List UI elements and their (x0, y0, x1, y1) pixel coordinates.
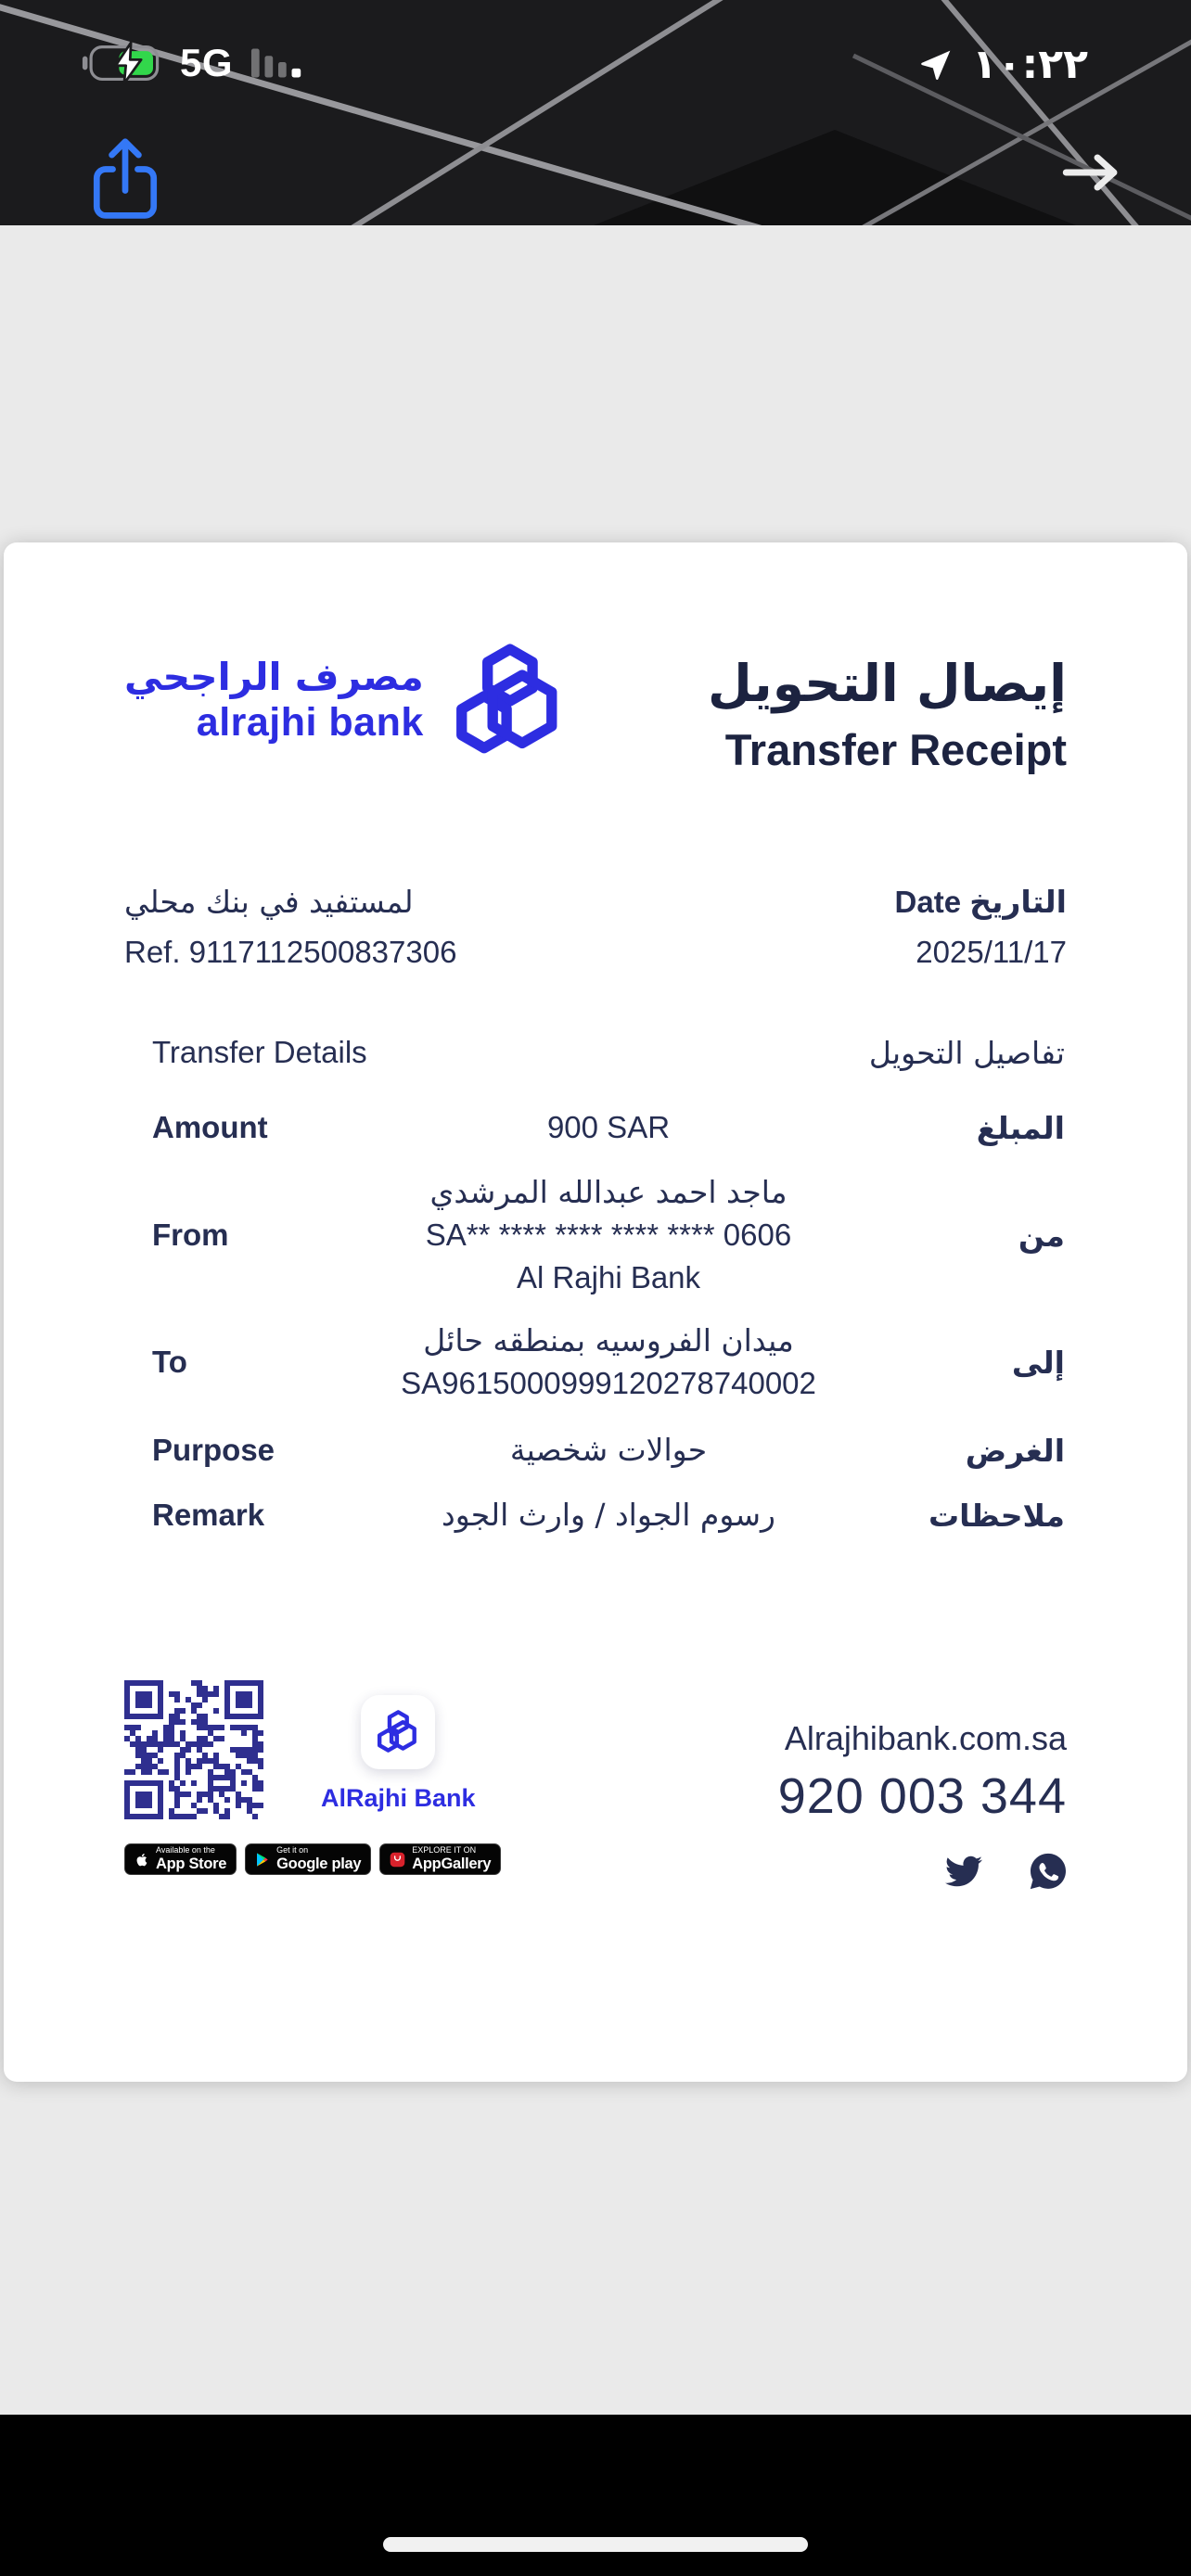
clock-time: ١٠:٢٢ (971, 41, 1088, 88)
receipt-title (708, 654, 1067, 775)
share-icon (85, 135, 165, 224)
apple-logo-icon (134, 1851, 149, 1868)
brand-name-arabic: مصرف الراجحي (124, 654, 424, 699)
receipt-footer (124, 1680, 1067, 1890)
footer-right (778, 1719, 1067, 1890)
home-indicator[interactable] (383, 2537, 808, 2552)
bottom-system-bar (0, 2415, 1191, 2576)
receipt-info-row (124, 884, 1067, 970)
appgallery-icon (390, 1852, 405, 1868)
detail-row-to: To ميدان الفروسيه بمنطقه حائل SA9615000999120278740002 إلى (152, 1320, 1065, 1405)
app-header (0, 0, 1191, 225)
to-value: ميدان الفروسيه بمنطقه حائل SA9615000999120278740002 (401, 1322, 816, 1400)
detail-row-remark: Remark رسوم الجواد / وارث الجود ملاحظات (152, 1494, 1065, 1537)
twitter-icon (944, 1853, 983, 1890)
purpose-value: حوالات شخصية (509, 1432, 708, 1468)
qr-code (124, 1680, 263, 1819)
header-pattern (0, 0, 1191, 225)
alrajhi-emblem-small-icon (376, 1709, 420, 1755)
alrajhi-emblem-icon (452, 641, 567, 761)
section-title-arabic: تفاصيل التحويل (868, 1035, 1065, 1071)
beneficiary-note: لمستفيد في بنك محلي (124, 884, 414, 920)
amount-value: 900 SAR (546, 1110, 671, 1144)
social-icons (778, 1853, 1067, 1890)
receipt-title-arabic: إيصال التحويل (707, 654, 1067, 713)
forward-button[interactable] (1061, 147, 1121, 198)
section-title-english: Transfer Details (152, 1035, 367, 1069)
battery-charging-icon (82, 41, 163, 85)
beneficiary-info (124, 884, 456, 970)
google-play-icon (255, 1852, 270, 1868)
date-label: التاريخ Date (894, 884, 1067, 920)
network-label: 5G (180, 41, 234, 84)
footer-left (124, 1680, 501, 1890)
alrajhi-brand-logo (124, 641, 567, 761)
bank-phone-number: 920 003 344 (777, 1768, 1067, 1824)
transfer-receipt-card (4, 542, 1187, 2082)
whatsapp-icon (1030, 1853, 1067, 1890)
brand-wordmark (124, 654, 424, 746)
receipt-header-row (124, 641, 1067, 774)
remark-value: رسوم الجواد / وارث الجود (442, 1497, 775, 1533)
transfer-details-rows (124, 1106, 1067, 1537)
date-value: 2025/11/17 (916, 935, 1067, 969)
alrajhi-app-icon (361, 1695, 435, 1769)
forward-arrow-icon (1061, 147, 1121, 198)
google-play-badge: Get it on Google play (245, 1843, 371, 1875)
app-name-label: AlRajhi Bank (321, 1784, 476, 1812)
detail-row-purpose: Purpose حوالات شخصية الغرض (152, 1429, 1065, 1472)
brand-name-english: alrajhi bank (196, 700, 424, 746)
date-info (895, 884, 1067, 970)
receipt-title-english: Transfer Receipt (724, 725, 1067, 774)
share-button[interactable] (85, 135, 165, 224)
detail-row-from: From ماجد احمد عبدالله المرشدي SA** **** **** **** **** 0606 Al Rajhi Bank من (152, 1171, 1065, 1299)
appgallery-badge: EXPLORE IT ON AppGallery (379, 1843, 501, 1875)
status-bar-right (918, 41, 1088, 88)
from-value: ماجد احمد عبدالله المرشدي SA** **** **** **** **** 0606 Al Rajhi Bank (425, 1174, 792, 1294)
bank-website: Alrajhibank.com.sa (784, 1719, 1067, 1757)
detail-row-amount: Amount 900 SAR المبلغ (152, 1106, 1065, 1149)
store-badges (124, 1843, 501, 1875)
location-arrow-icon (918, 47, 954, 83)
reference-number: Ref. 9117112500837306 (124, 935, 457, 969)
status-bar-left (82, 41, 307, 85)
signal-bars-icon (250, 45, 307, 82)
app-block (321, 1695, 476, 1813)
app-store-badge: Available on the App Store (124, 1843, 237, 1875)
transfer-details-section-header (124, 1035, 1067, 1071)
